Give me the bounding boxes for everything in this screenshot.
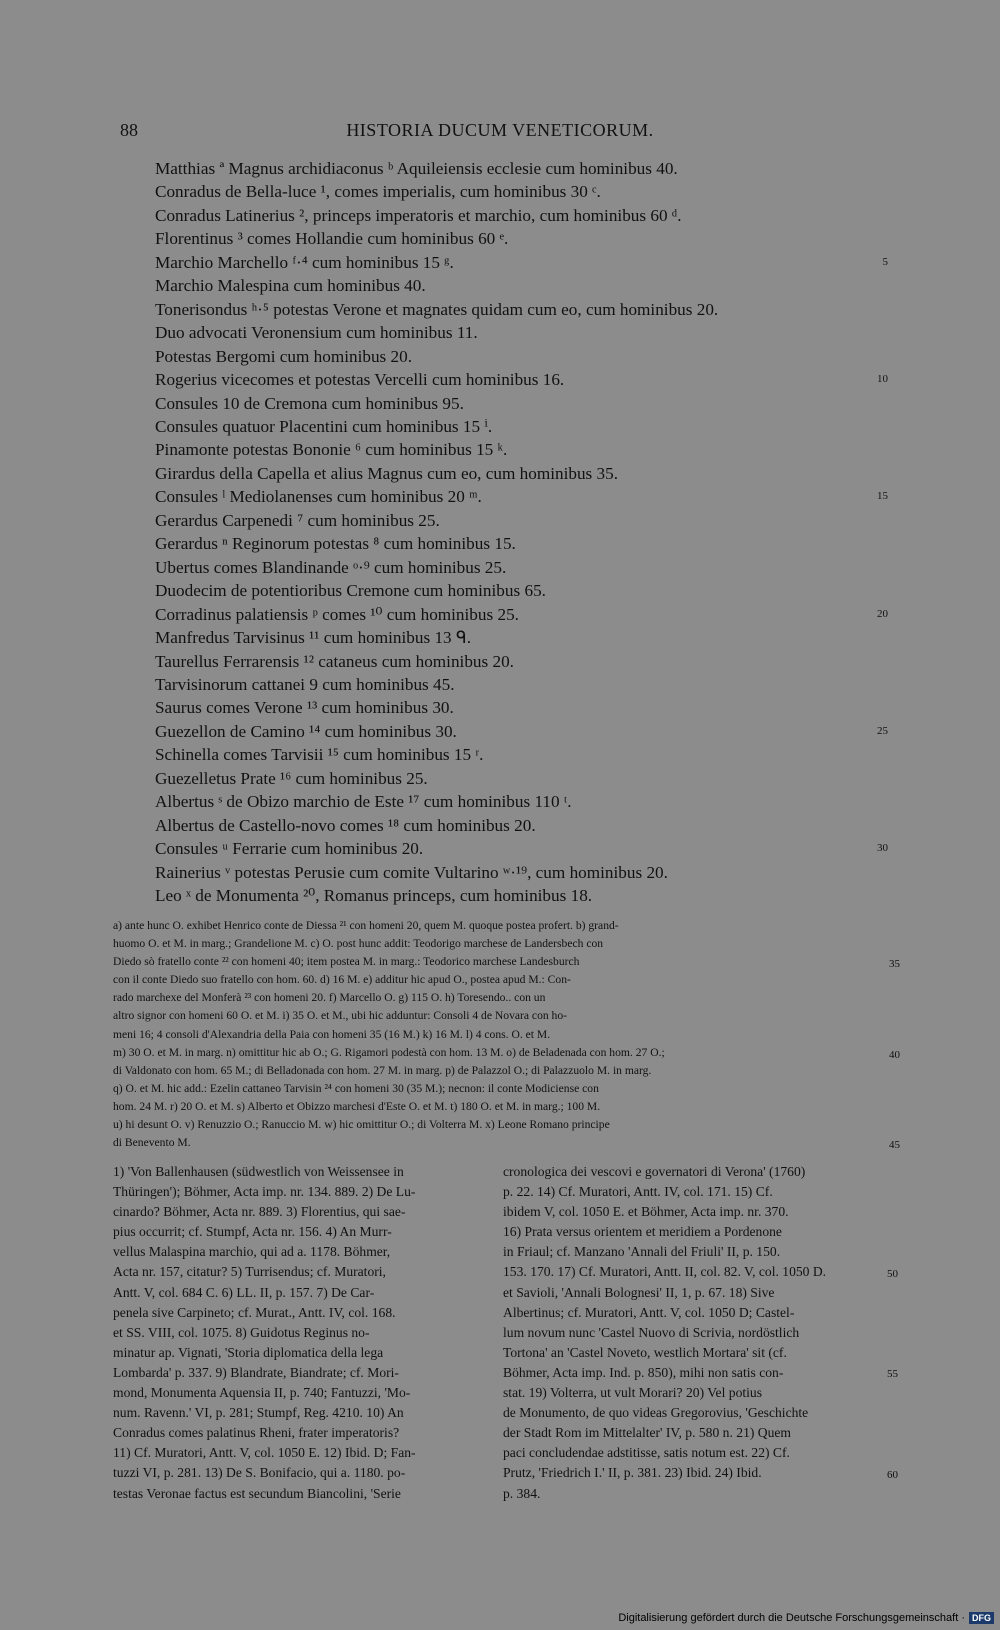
main-text: [155, 157, 855, 908]
text-line: Guezellon de Camino ¹⁴ cum hominibus 30.: [155, 721, 457, 741]
line-number: 15: [877, 490, 888, 503]
text-line: Albertus de Castello-novo comes ¹⁸ cum hominibus 20.: [155, 815, 536, 835]
text-line: Duodecim de potentioribus Cremone cum hominibus 65.: [155, 581, 546, 601]
line-number: 60: [887, 1468, 898, 1481]
line-number: 5: [882, 255, 888, 268]
apparatus-line: rado marchexe del Monferà ²³ con homeni 20. f) Marcello O. g) 115 O. h) Toresendo.. con un: [113, 991, 546, 1005]
apparatus-line: Diedo sò fratello conte ²² con homeni 40; item postea M. in marg.: Teodorico marchese Landesburch: [113, 955, 580, 969]
note-line: 16) Prata versus orientem et meridiem a Pordenone: [503, 1224, 782, 1240]
line-number: 40: [889, 1048, 900, 1061]
text-line: Girardus della Capella et alius Magnus cum eo, cum hominibus 35.: [155, 463, 619, 483]
critical-apparatus: [113, 917, 885, 1152]
text-line: Saurus comes Verone ¹³ cum hominibus 30.: [155, 698, 454, 718]
note-line: et SS. VIII, col. 1075. 8) Guidotus Reginus no-: [113, 1324, 370, 1340]
note-line: Thüringen'); Böhmer, Acta imp. nr. 134. 889. 2) De Lu-: [113, 1184, 416, 1200]
note-line: 11) Cf. Muratori, Antt. V, col. 1050 E. 12) Ibid. D; Fan-: [113, 1445, 416, 1461]
running-title: HISTORIA DUCUM VENETICORUM.: [346, 120, 654, 140]
note-line: minatur ap. Vignati, 'Storia diplomatica della lega: [113, 1344, 384, 1360]
apparatus-line: a) ante hunc O. exhibet Henrico conte de Diessa ²¹ con homeni 20, quem M. quoque postea profert. b) grand-: [113, 919, 619, 932]
apparatus-line: u) hi desunt O. v) Renuzzio O.; Ranuccio M. w) hic omittitur O.; di Volterra M. x) Leone Romano principe: [113, 1118, 610, 1132]
note-line: 1) 'Von Ballenhausen (südwestlich von Weissensee in: [113, 1164, 404, 1179]
text-line: Manfredus Tarvisinus ¹¹ cum hominibus 13 ᑫ.: [155, 628, 472, 648]
text-line: Marchio Marchello ᶠ·⁴ cum hominibus 15 ᵍ.: [155, 252, 454, 272]
text-line: Taurellus Ferrarensis ¹² cataneus cum hominibus 20.: [155, 651, 514, 671]
text-line: Tonerisondus ʰ·⁵ potestas Verone et magnates quidam cum eo, cum hominibus 20.: [155, 299, 719, 319]
text-line: Marchio Malespina cum hominibus 40.: [155, 276, 426, 296]
text-line: Schinella comes Tarvisii ¹⁵ cum hominibus 15 ʳ.: [155, 745, 484, 765]
note-line: tuzzi VI, p. 281. 13) De S. Bonifacio, qui a. 1180. po-: [113, 1465, 406, 1481]
apparatus-line: m) 30 O. et M. in marg. n) omittitur hic ab O.; G. Rigamori podestà con hom. 13 M. o) de Beladenada con hom. 27 O.;: [113, 1045, 665, 1059]
apparatus-line: q) O. et M. hic add.: Ezelin cattaneo Tarvisin ²⁴ con homeni 30 (35 M.); necnon: il conte Modiciense con: [113, 1081, 599, 1095]
note-line: pius occurrit; cf. Stumpf, Acta nr. 156. 4) An Murr-: [113, 1224, 392, 1240]
text-line: Consules ˡ Mediolanenses cum hominibus 20 ᵐ.: [155, 487, 482, 507]
text-line: Conradus de Bella-luce ¹, comes imperialis, cum hominibus 30 ᶜ.: [155, 182, 601, 202]
note-line: 153. 170. 17) Cf. Muratori, Antt. II, col. 82. V, col. 1050 D.: [503, 1264, 827, 1280]
text-line: Florentinus ³ comes Hollandie cum hominibus 60 ᵉ.: [155, 229, 509, 249]
notes-right-column: [503, 1162, 881, 1504]
text-line: Gerardus ⁿ Reginorum potestas ⁸ cum hominibus 15.: [155, 534, 516, 554]
text-line: Pinamonte potestas Bononie ⁶ cum hominibus 15 ᵏ.: [155, 440, 508, 460]
text-line: Albertus ˢ de Obizo marchio de Este ¹⁷ cum hominibus 110 ᵗ.: [155, 792, 572, 812]
text-line: Conradus Latinerius ², princeps imperatoris et marchio, cum hominibus 60 ᵈ.: [155, 205, 682, 225]
note-line: Tortona' an 'Castel Noveto, westlich Mortara' sit (cf.: [503, 1344, 787, 1360]
text-line: Consules ᵘ Ferrarie cum hominibus 20.: [155, 839, 424, 859]
apparatus-line: altro signor con homeni 60 O. et M. i) 35 O. et M., ubi hic adduntur: Consoli 4 de Novara con ho-: [113, 1009, 568, 1023]
text-line: Tarvisinorum cattanei 9 cum hominibus 45.: [155, 674, 455, 694]
note-line: paci concludendae adstitisse, satis notum est. 22) Cf.: [503, 1445, 790, 1461]
note-line: Conradus comes palatinus Rheni, frater imperatoris?: [113, 1425, 400, 1441]
note-line: testas Veronae factus est secundum Biancolini, 'Serie: [113, 1485, 401, 1501]
note-line: Prutz, 'Friedrich I.' II, p. 381. 23) Ibid. 24) Ibid.: [503, 1465, 762, 1481]
footer-credit: [618, 1612, 994, 1624]
text-line: Guezelletus Prate ¹⁶ cum hominibus 25.: [155, 768, 428, 788]
page-number: 88: [120, 120, 138, 140]
note-line: in Friaul; cf. Manzano 'Annali del Friuli' II, p. 150.: [503, 1244, 781, 1260]
note-line: Antt. V, col. 684 C. 6) LL. II, p. 157. 7) De Car-: [113, 1284, 375, 1300]
text-line: Rogerius vicecomes et potestas Vercelli cum hominibus 16.: [155, 370, 565, 390]
text-line: Rainerius ᵛ potestas Perusie cum comite Vultarino ʷ·¹⁹, cum hominibus 20.: [155, 862, 668, 882]
apparatus-line: huomo O. et M. in marg.; Grandelione M. c) O. post hunc addit: Teodorigo marchese de Landersbech con: [113, 937, 604, 951]
line-number: 10: [877, 373, 888, 386]
apparatus-line: di Valdonato con hom. 65 M.; di Belladonada con hom. 27 M. in marg. p) de Palazzol O.; di Palazzuolo M. in marg.: [113, 1063, 652, 1077]
notes-left-column: [113, 1162, 486, 1504]
line-number: 30: [877, 842, 888, 855]
text-line: Ubertus comes Blandinande ᵒ·⁹ cum hominibus 25.: [155, 557, 507, 577]
note-line: Lombarda' p. 337. 9) Blandrate, Biandrate; cf. Mori-: [113, 1364, 399, 1380]
note-line: et Savioli, 'Annali Bolognesi' II, 1, p. 67. 18) Sive: [503, 1284, 775, 1300]
text-line: Potestas Bergomi cum hominibus 20.: [155, 346, 413, 366]
note-line: lum novum nunc 'Castel Nuovo di Scrivia, nordöstlich: [503, 1324, 800, 1340]
footer-text: Digitalisierung gefördert durch die Deutsche Forschungsgemeinschaft ·: [618, 1612, 965, 1624]
line-number: 25: [877, 724, 888, 737]
note-line: penela sive Carpineto; cf. Murat., Antt. IV, col. 168.: [113, 1304, 396, 1320]
line-number: 45: [889, 1139, 900, 1152]
text-line: Consules 10 de Cremona cum hominibus 95.: [155, 393, 464, 413]
note-line: Böhmer, Acta imp. Ind. p. 850), mihi non satis con-: [503, 1364, 784, 1380]
note-line: Albertinus; cf. Muratori, Antt. V, col. 1050 D; Castel-: [503, 1304, 795, 1320]
text-line: Corradinus palatiensis ᵖ comes ¹⁰ cum hominibus 25.: [155, 604, 519, 624]
text-line: Matthias ª Magnus archidiaconus ᵇ Aquileiensis ecclesie cum hominibus 40.: [155, 159, 678, 178]
note-line: ibidem V, col. 1050 E. et Böhmer, Acta imp. nr. 370.: [503, 1204, 789, 1220]
text-line: Consules quatuor Placentini cum hominibus 15 ⁱ.: [155, 416, 493, 436]
note-line: p. 22. 14) Cf. Muratori, Antt. IV, col. 171. 15) Cf.: [503, 1184, 773, 1200]
note-line: stat. 19) Volterra, ut vult Morari? 20) Vel potius: [503, 1385, 763, 1401]
note-line: mond, Monumenta Aquensia II, p. 740; Fantuzzi, 'Mo-: [113, 1385, 411, 1401]
line-number: 55: [887, 1368, 898, 1380]
text-line: Gerardus Carpenedi ⁷ cum hominibus 25.: [155, 510, 440, 530]
note-line: cinardo? Böhmer, Acta nr. 889. 3) Florentius, qui sae-: [113, 1204, 406, 1220]
text-line: Leo ˣ de Monumenta ²⁰, Romanus princeps, cum hominibus 18.: [155, 886, 593, 906]
note-line: de Monumento, de quo videas Gregorovius, 'Geschichte: [503, 1405, 809, 1421]
line-number: 20: [877, 607, 888, 620]
dfg-logo: DFG: [969, 1612, 994, 1624]
apparatus-line: con il conte Diedo suo fratello con hom. 60. d) 16 M. e) additur hic apud O., postea apud M.: Con-: [113, 973, 571, 987]
apparatus-line: di Benevento M.: [113, 1136, 191, 1150]
note-line: vellus Malaspina marchio, qui ad a. 1178. Böhmer,: [113, 1244, 391, 1260]
note-line: Acta nr. 157, citatur? 5) Turrisendus; cf. Muratori,: [113, 1264, 386, 1280]
note-line: der Stadt Rom im Mittelalter' IV, p. 580 n. 21) Quem: [503, 1425, 792, 1441]
apparatus-line: hom. 24 M. r) 20 O. et M. s) Alberto et Obizzo marchesi d'Este O. et M. t) 180 O. et M. in marg.; 100 M.: [113, 1099, 601, 1113]
note-line: cronologica dei vescovi e governatori di Verona' (1760): [503, 1164, 806, 1179]
apparatus-line: meni 16; 4 consoli d'Alexandria della Paia con homeni 35 (16 M.) k) 16 M. l) 4 cons. O. et M.: [113, 1027, 551, 1041]
note-line: p. 384.: [503, 1485, 541, 1501]
note-line: num. Ravenn.' VI, p. 281; Stumpf, Reg. 4210. 10) An: [113, 1405, 404, 1421]
text-line: Duo advocati Veronensium cum hominibus 11.: [155, 323, 478, 343]
line-number: 35: [889, 958, 900, 971]
line-number: 50: [887, 1267, 898, 1280]
